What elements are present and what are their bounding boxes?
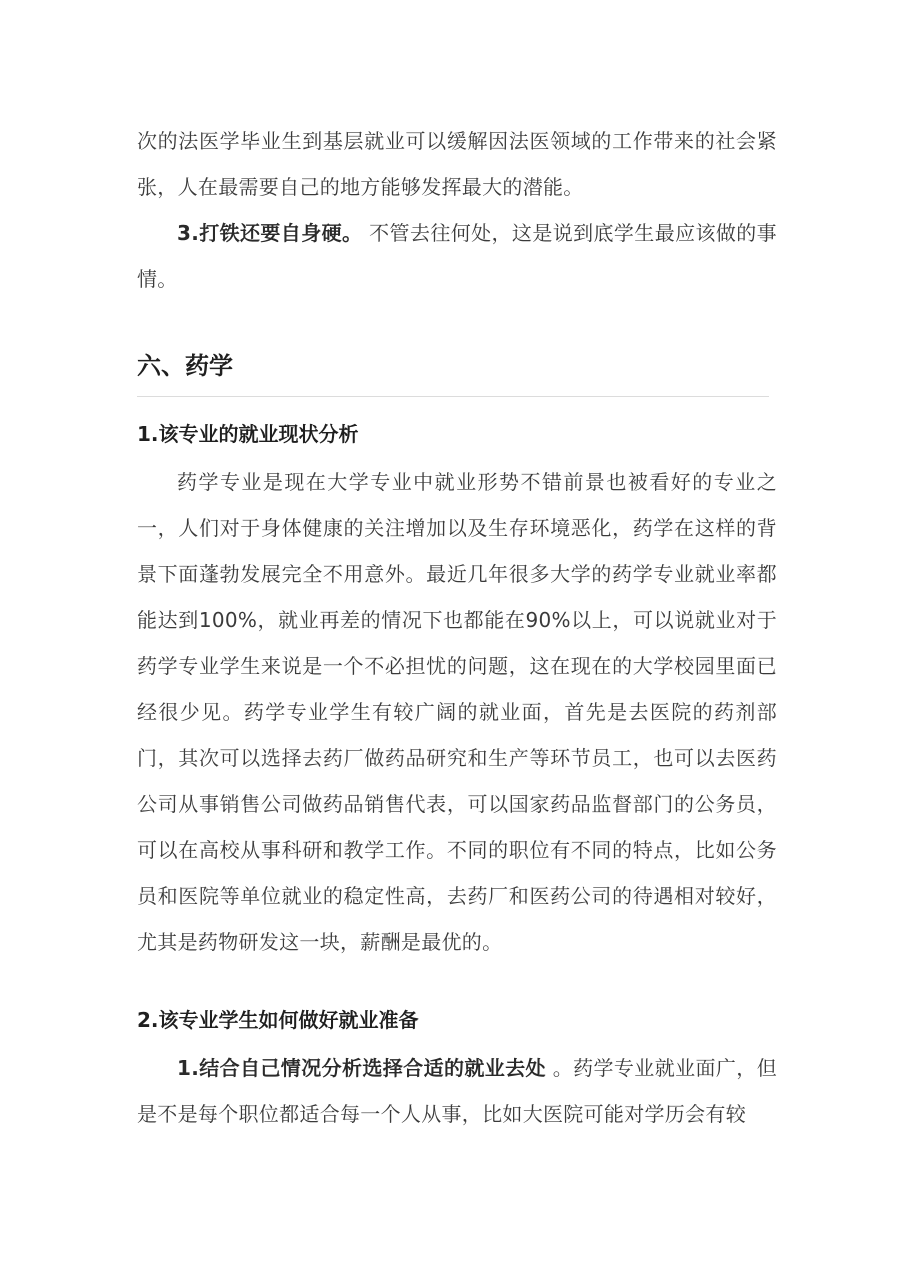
preparation-point-1-title: 1.结合自己情况分析选择合适的就业去处 (177, 1056, 546, 1080)
preparation-point-1-paragraph (137, 1045, 777, 1137)
section-title: 六、药学 (137, 352, 233, 380)
preparation-point-1-text: 。药学专业就业面广，但是不是每个职位都适合每一个人从事，比如大医院可能对学历会有较 (137, 1056, 777, 1126)
spacer (137, 965, 777, 995)
document-page (137, 118, 777, 1137)
section-divider (137, 396, 769, 397)
intro-paragraph: 次的法医学毕业生到基层就业可以缓解因法医领域的工作带来的社会紧张，人在最需要自己的地方能够发挥最大的潜能。 (137, 129, 777, 199)
subheading-employment-status: 1.该专业的就业现状分析 (137, 422, 359, 446)
subheading-employment-preparation: 2.该专业学生如何做好就业准备 (137, 1008, 419, 1032)
point-3-paragraph (137, 210, 777, 302)
point-3-title: 3.打铁还要自身硬。 (177, 221, 363, 245)
employment-status-paragraph: 药学专业是现在大学专业中就业形势不错前景也被看好的专业之一，人们对于身体健康的关注增加以及生存环境恶化，药学在这样的背景下面蓬勃发展完全不用意外。最近几年很多大学的药学专业就业率都能达到100%，就业再差的情况下也都能在90%以上，可以说就业对于药学专业学生来说是一个不必担忧的问题，这在现在的大学校园里面已经很少见。药学专业学生有较广阔的就业面，首先是去医院的药剂部门，其次可以选择去药厂做药品研究和生产等环节员工，也可以去医药公司从事销售公司做药品销售代表，可以国家药品监督部门的公务员，可以在高校从事科研和教学工作。不同的职位有不同的特点，比如公务员和医院等单位就业的稳定性高，去药厂和医药公司的待遇相对较好，尤其是药物研发这一块，薪酬是最优的。 (137, 470, 777, 954)
point-3-text: 不管去往何处，这是说到底学生最应该做的事情。 (137, 221, 777, 291)
